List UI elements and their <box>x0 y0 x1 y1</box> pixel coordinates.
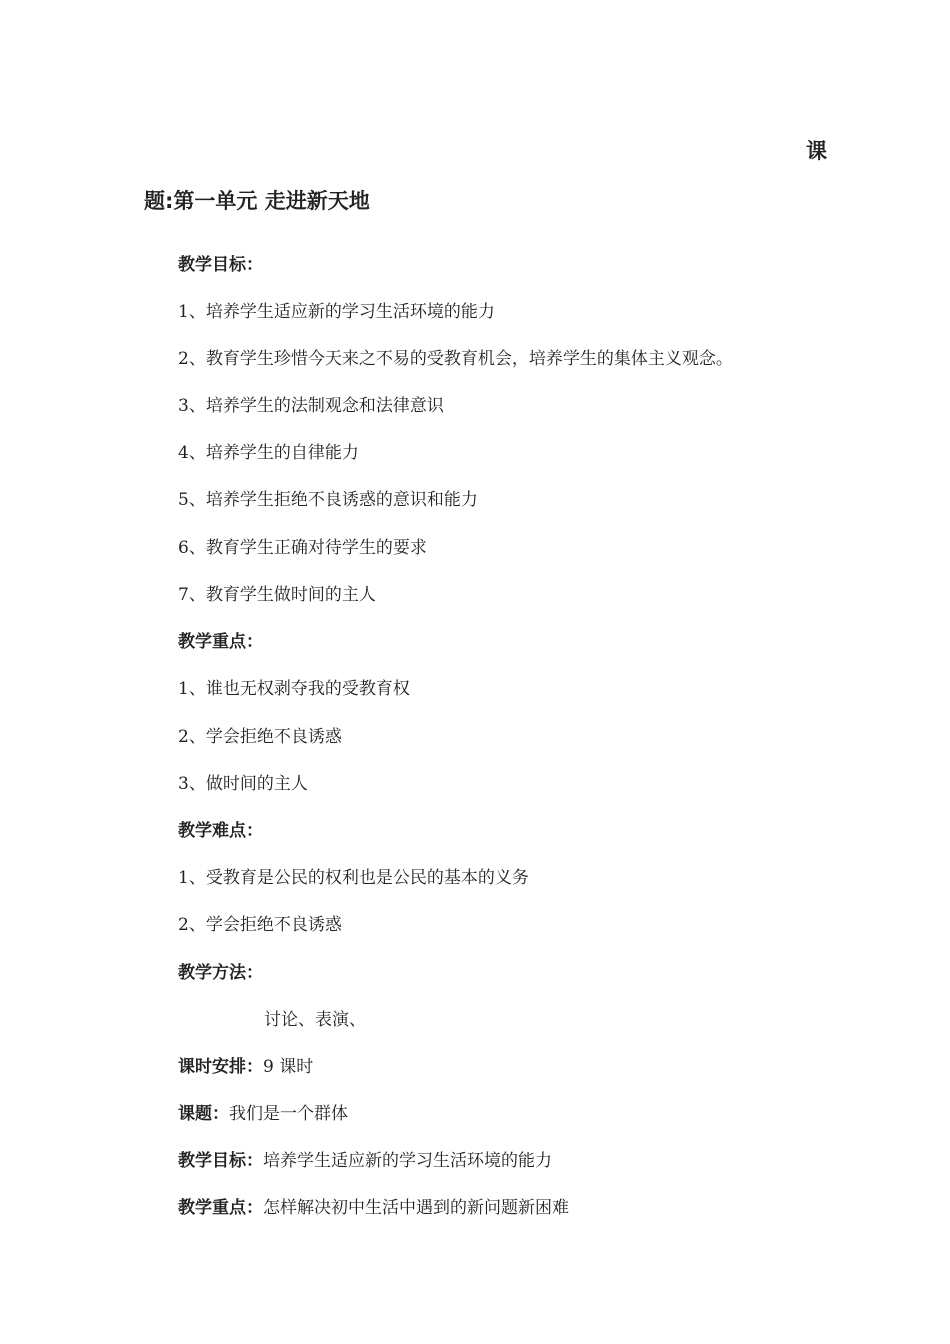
goal-item-3: 3、培养学生的法制观念和法律意识 <box>178 396 444 416</box>
page-title: 题:第一单元 走进新天地 <box>144 189 370 213</box>
difficulty-item-2: 2、学会拒绝不良诱惑 <box>178 915 342 935</box>
goals-heading: 教学目标： <box>178 255 263 275</box>
schedule-label: 课时安排： <box>178 1057 263 1077</box>
goal-item-4: 4、培养学生的自律能力 <box>178 443 359 463</box>
key-point-item-3: 3、做时间的主人 <box>178 774 308 794</box>
goal-item-6: 6、教育学生正确对待学生的要求 <box>178 538 427 558</box>
lesson-value: 我们是一个群体 <box>229 1104 348 1124</box>
key-points-heading: 教学重点： <box>178 632 263 652</box>
goal-item-1: 1、培养学生适应新的学习生活环境的能力 <box>178 302 495 322</box>
key-point-item-1: 1、谁也无权剥夺我的受教育权 <box>178 679 410 699</box>
lesson-goal-label: 教学目标： <box>178 1151 263 1171</box>
title-part-1: 课 <box>806 139 827 163</box>
methods-text: 讨论、表演、 <box>264 1010 366 1030</box>
schedule-line <box>178 1052 313 1077</box>
methods-heading: 教学方法： <box>178 963 263 983</box>
goal-item-5: 5、培养学生拒绝不良诱惑的意识和能力 <box>178 490 478 510</box>
lesson-key-value: 怎样解决初中生活中遇到的新问题新困难 <box>263 1198 569 1218</box>
lesson-key-label: 教学重点： <box>178 1198 263 1218</box>
lesson-label: 课题： <box>178 1104 229 1124</box>
difficulties-heading: 教学难点： <box>178 821 263 841</box>
difficulty-item-1: 1、受教育是公民的权利也是公民的基本的义务 <box>178 868 529 888</box>
lesson-goal-value: 培养学生适应新的学习生活环境的能力 <box>263 1151 552 1171</box>
lesson-key-line <box>178 1193 569 1218</box>
goal-item-7: 7、教育学生做时间的主人 <box>178 585 376 605</box>
schedule-value: 9 课时 <box>263 1057 314 1077</box>
goal-item-2: 2、教育学生珍惜今天来之不易的受教育机会，培养学生的集体主义观念。 <box>178 349 733 369</box>
lesson-goal-line <box>178 1146 552 1171</box>
key-point-item-2: 2、学会拒绝不良诱惑 <box>178 727 342 747</box>
lesson-line <box>178 1099 348 1124</box>
